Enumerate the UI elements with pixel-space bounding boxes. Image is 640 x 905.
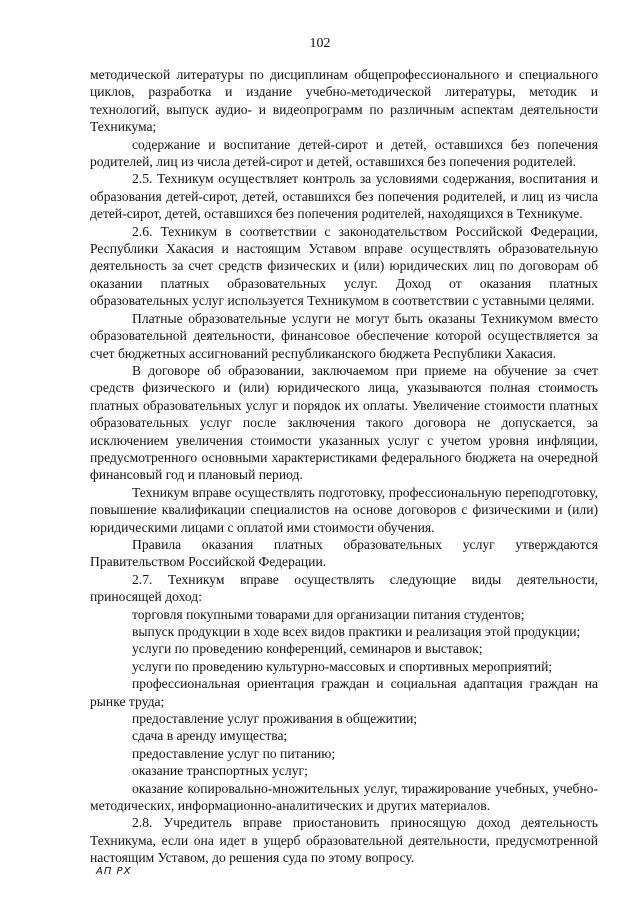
paragraph: 2.7. Техникум вправе осуществлять следующие виды деятельности, приносящей доход:	[90, 571, 598, 605]
list-item: профессиональная ориентация граждан и социальная адаптация граждан на рынке труда;	[90, 676, 598, 709]
list-item: оказание копировально-множительных услуг, тиражирование учебных, учебно-методических, информационно-аналитических и других материалов.	[90, 780, 598, 814]
document-body	[90, 66, 598, 867]
paragraph: 2.5. Техникум осуществляет контроль за условиями содержания, воспитания и образования детей-сирот, детей, оставшихся без попечения родителей, и лиц из числа детей-сирот, детей, оставшихся без попечения родителей, находящихся в Техникуме.	[90, 171, 598, 222]
paragraph: Платные образовательные услуги не могут быть оказаны Техникумом вместо образовательной деятельности, финансовое обеспечение которой осуществляется за счет бюджетных ассигнований республиканского бюджета Республики Хакасия.	[90, 310, 598, 361]
list-item: предоставление услуг проживания в общежитии;	[132, 711, 418, 727]
page-number: 102	[309, 36, 331, 51]
list-item: сдача в аренду имущества;	[132, 728, 288, 744]
paragraph: методической литературы по дисциплинам общепрофессионального и специального циклов, разработка и издание учебно-методической литературы, методик и технологий, выпуск аудио- и видеопрограмм по различным аспектам деятельности Техникума;	[90, 67, 598, 135]
paragraph: Правила оказания платных образовательных услуг утверждаются Правительством Российской Федерации.	[90, 536, 598, 570]
list-item: выпуск продукции в ходе всех видов практики и реализация этой продукции;	[132, 624, 581, 639]
paragraph: 2.8. Учредитель вправе приостановить приносящую доход деятельность Техникума, если она идет в ущерб образовательной деятельности, предусмотренной настоящим Уставом, до решения суда по этому вопросу.	[90, 815, 598, 866]
list-item: предоставление услуг по питанию;	[132, 745, 336, 761]
paragraph: содержание и воспитание детей-сирот и детей, оставшихся без попечения родителей, лиц из числа детей-сирот и детей, оставшихся без попечения родителей.	[90, 136, 598, 170]
list-item: торговля покупными товарами для организации питания студентов;	[132, 606, 525, 622]
footer-mark: АП РХ	[96, 866, 132, 877]
paragraph: В договоре об образовании, заключаемом при приеме на обучение за счет средств физического и (или) юридического лица, указываются полная стоимость платных образовательных услуг и порядок их оплаты. Увеличение стоимости платных образовательных услуг после заключения такого договора не допускается, за исключением увеличения стоимости указанных услуг с учетом уровня инфляции, предусмотренного основными характеристиками федерального бюджета на очередной финансовый год и плановый период.	[90, 362, 598, 483]
paragraph: Техникум вправе осуществлять подготовку, профессиональную переподготовку, повышение квалификации специалистов на основе договоров с физическими и (или) юридическими лицами с оплатой ими стоимости обучения.	[90, 484, 598, 535]
list-item: услуги по проведению культурно-массовых и спортивных мероприятий;	[132, 658, 553, 674]
list-item: оказание транспортных услуг;	[132, 763, 308, 779]
paragraph: 2.6. Техникум в соответствии с законодательством Российской Федерации, Республики Хакасия и настоящим Уставом вправе осуществлять образовательную деятельность за счет средств физических и (или) юридических лиц по договорам об оказании платных образовательных услуг. Доход от оказания платных образовательных услуг используется Техникумом в соответствии с уставными целями.	[90, 223, 598, 309]
list-item: услуги по проведению конференций, семинаров и выставок;	[132, 641, 483, 657]
